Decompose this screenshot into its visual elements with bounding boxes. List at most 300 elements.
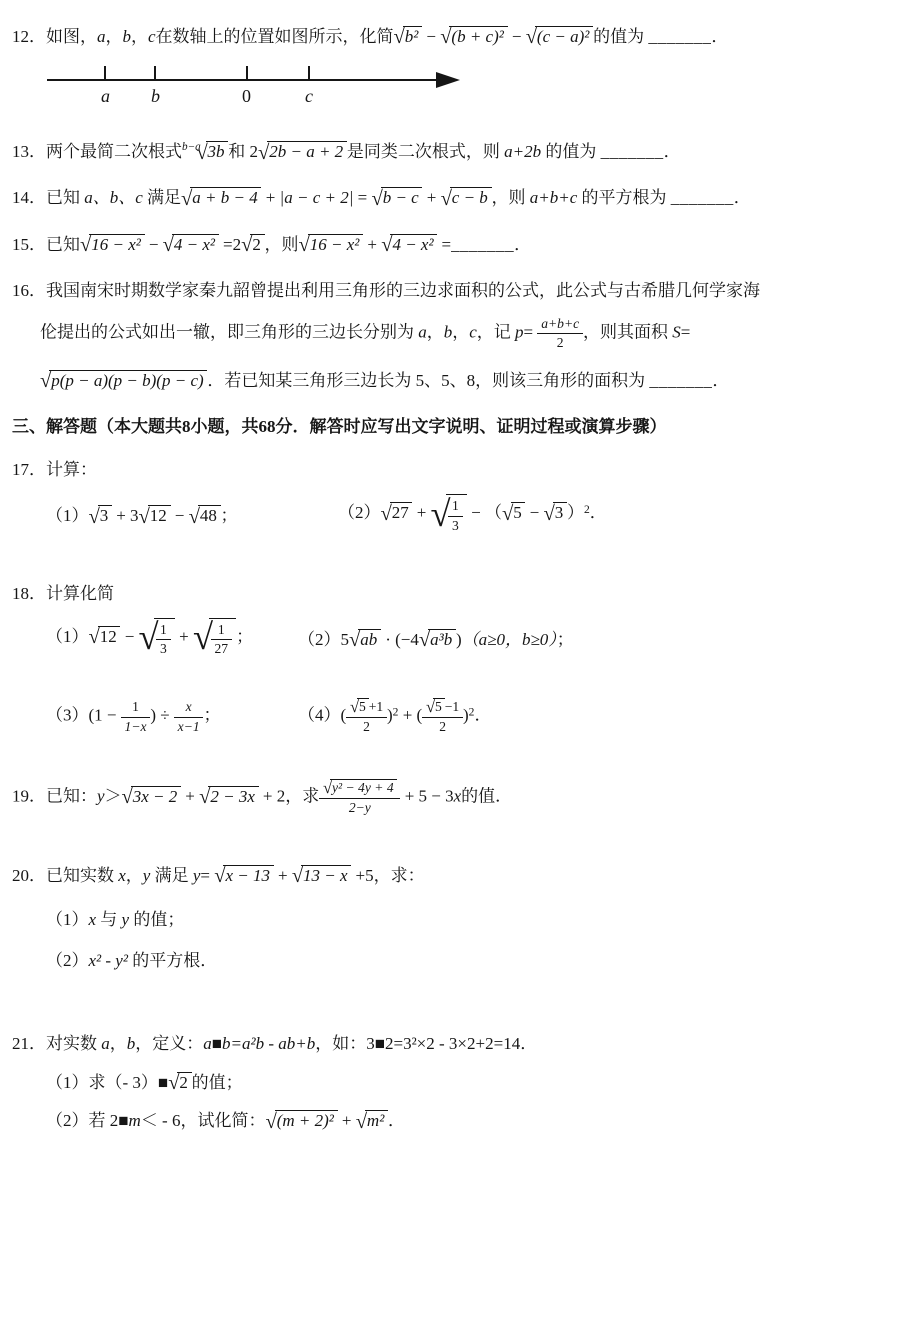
text: +1 [368,698,384,714]
q12-text: 12．如图， [12,27,97,46]
operator: + [273,865,292,885]
operator: − [422,27,441,46]
numerator: 1 [211,621,232,641]
answer-blank: _______ [600,142,664,162]
var-m: m [128,1111,141,1131]
radicand: 3 [98,505,112,526]
q13-text: 是同类二次根式，则 [346,142,505,162]
q16-text: ，则其面积 [582,322,673,342]
q17-item-1 [46,501,338,527]
radical [214,865,273,887]
radicand: b² [403,26,422,47]
radical-sign: √ [298,233,310,256]
radicand: 5 [433,698,444,715]
radical [189,505,221,527]
q16-line2 [40,315,871,352]
text: ＜ - 6，试化简： [140,1111,266,1131]
q20-statement [12,861,871,887]
radicand: 3b [206,141,229,162]
q19-text: + 2，求 [258,786,320,806]
var-a: a [101,1033,110,1053]
radicand: 12 [148,505,171,526]
question-17 [12,455,871,534]
fraction [422,698,463,735]
radicand [154,618,175,658]
radicand: (m + 2)² [275,1110,338,1131]
denominator: 2 [363,718,370,734]
fraction [537,315,583,352]
radical [122,786,181,808]
radical [526,26,593,48]
var-c: c [148,27,156,46]
radical [502,502,525,524]
operator: − [144,234,163,254]
q16-text: 伦提出的公式如出一辙，即三角形的三边长分别为 [40,322,419,342]
q16-text: ，记 [476,322,516,342]
radical-sign: √ [168,1072,180,1095]
radical [323,779,397,797]
definition: a■b=a²b - ab+b [203,1033,316,1053]
radical-sign: √ [241,233,253,256]
text: 的值； [191,1072,243,1092]
var-x: x [453,786,462,806]
axis-label-c: c [305,86,313,107]
operator: + [337,1111,356,1131]
radical-sign: √ [196,141,208,164]
radical [199,786,258,808]
question-15 [12,230,871,256]
q12-text: 在数轴上的位置如图所示，化简 [155,27,394,46]
radical-sign: √ [355,1110,368,1133]
radicand: 5 [511,502,525,523]
numerator: 1 [448,497,462,517]
operator: − [525,503,544,523]
radicand: m² [365,1110,388,1131]
item-label: （2） [46,950,89,970]
q18-item-3 [46,698,298,735]
q20-item-1 [46,905,871,930]
radical [299,234,364,256]
operator: + [261,188,280,208]
radical-sign: √ [418,629,431,652]
radical-sign: √ [181,187,193,210]
var-p: p [515,322,524,342]
number-line-figure [42,60,472,110]
denominator: x−1 [177,718,200,734]
paren: ( [340,705,347,725]
q18-item-2 [298,625,574,651]
text: −1 [444,698,460,714]
q15-text: 15．已知 [12,234,80,254]
q18-items-row1 [46,618,871,658]
radical-tall [193,618,236,658]
radicand: 27 [390,502,413,523]
radicand: p(p − a)(p − b)(p − c) [49,370,207,391]
operator: + ( [398,705,423,725]
radical [349,629,381,651]
radical [139,505,171,527]
radical [89,626,121,648]
radical [419,629,456,651]
q16-text: ．若已知某三角形三边长为 5、5、8，则该三角形的面积为 [207,371,650,391]
fraction [319,779,400,816]
radical-sign: √ [188,505,200,528]
q21-text: 21．对实数 [12,1033,102,1053]
radical-sign: √ [371,187,383,210]
var-y: y [192,865,201,885]
coefficient: 2 [249,142,259,162]
paren: ) [455,629,462,649]
paren: ) [463,705,469,725]
axis-arrow [436,72,460,88]
fraction [156,621,170,658]
period: ． [733,188,751,208]
expression: x² - y² [88,950,128,970]
denominator: 2 [556,335,564,351]
answer-blank: _______ [649,371,713,391]
q17-item-2 [338,494,607,534]
coefficient: 2 [232,234,242,254]
fraction [121,698,151,735]
operator: − [120,626,139,646]
item-label: （1） [46,909,89,929]
equals: = [523,322,538,342]
q21-text: ，定义： [135,1033,204,1053]
operator: + [422,188,441,208]
period: ． [589,503,607,523]
radical-sign: √ [349,697,360,717]
denominator: 3 [160,641,167,657]
radicand: 2 [177,1072,191,1093]
radical-sign: √ [214,865,226,888]
var-y: y [142,865,151,885]
q13-text: 和 [228,142,250,162]
radicand: 2b − a + 2 [267,141,347,162]
text: 的值； [129,909,185,929]
comma: ， [125,865,143,885]
comma: ， [426,322,444,342]
operator: = [218,234,233,254]
radical [40,370,207,392]
q21-statement [12,1029,871,1054]
q18-title [12,579,871,604]
radical-sign: √ [440,26,452,49]
item-label: （2）若 2■ [46,1111,129,1131]
radical-tall [139,618,175,658]
exponent: 2 [583,503,590,517]
period: ． [711,27,729,46]
radical-sign: √ [192,616,214,658]
question-19 [12,779,871,816]
radical-sign: √ [440,187,452,210]
radical [196,141,228,163]
root-index: b−a [182,141,201,154]
item-label: （2） [338,503,381,523]
axis-label-0: 0 [242,86,251,107]
radical-sign: √ [88,626,100,649]
radical-sign: √ [138,616,159,658]
radicand: 2 [250,234,264,255]
radicand [446,494,467,534]
question-13 [12,137,871,163]
q17-title-text: 17．计算： [12,460,97,480]
q16-text: 16．我国南宋时期数学家秦九韶曾提出利用三角形的三边求面积的公式，此公式与古希腊几何学家海 [12,280,760,300]
question-21 [12,1029,871,1132]
radical [440,26,507,48]
numerator: 1 [156,621,170,641]
radicand: (b + c)² [449,26,507,47]
period: ． [663,142,681,162]
q13-text: 的值为 [541,142,601,162]
var-b: b [443,322,453,342]
numerator [319,779,400,799]
absolute-value: |a − c + 2| [279,188,354,208]
radical [241,234,264,256]
q17-items [46,494,871,534]
radical-sign: √ [162,233,175,256]
radical-sign: √ [291,865,304,888]
radical-sign: √ [88,505,100,528]
radical [426,698,445,716]
q19-text: 的值． [461,786,513,806]
var-a: a [97,27,106,46]
radicand: 3 [553,502,567,523]
numerator: 1 [121,698,151,718]
operator: = [437,234,452,254]
radical-sign: √ [525,26,538,49]
var-y: y [97,786,105,806]
denominator: 2 [439,718,446,734]
radical [181,187,261,209]
operator: + 5 − 3 [400,786,454,806]
radical-sign: √ [425,697,436,717]
operator: = [353,188,372,208]
var-c: c [469,322,477,342]
q14-text: 的平方根为 [577,188,671,208]
var-b: b [126,1033,136,1053]
item-label: （3） [46,705,89,725]
radicand: b − c [381,187,423,208]
radical [80,234,145,256]
period: ． [388,1111,406,1131]
numerator [346,698,387,718]
radical-sign: √ [199,786,211,809]
radical-sign: √ [501,502,514,525]
semicolon: ； [203,705,221,725]
condition: （a≥0，b≥0） [461,629,557,649]
period: ． [514,234,532,254]
axis-label-a: a [101,86,110,107]
paren: ) [386,705,393,725]
section-header [12,412,871,437]
numerator: a+b+c [537,315,583,335]
answer-blank: _______ [670,188,734,208]
q12-text: 的值为 [593,27,649,46]
item-label: （1） [46,506,89,526]
exponent: 2 [392,705,399,719]
question-14 [12,183,871,209]
operator: − （ [466,503,502,523]
radicand: a³b [428,629,456,650]
radical [356,1110,388,1132]
radical-sign: √ [80,233,92,256]
var-y: y [121,909,130,929]
numerator: x [174,698,204,718]
var-b: b [122,27,131,46]
semicolon: ； [556,629,574,649]
radical-sign: √ [138,505,150,528]
q15-text: ，则 [264,234,299,254]
text: 与 [96,909,122,929]
radicand: ab [358,629,381,650]
comma: ， [131,27,148,46]
equals: = [680,322,691,342]
radical [265,1110,337,1132]
q21-text: ，如： [315,1033,367,1053]
radicand: 2 − 3x [208,786,258,807]
var-S: S [672,322,681,342]
semicolon: ； [220,506,238,526]
denominator: 1−x [124,718,147,734]
answer-blank: _______ [451,234,515,254]
radical [381,502,413,524]
q14-text: 满足 [142,188,182,208]
radical-tall [431,494,467,534]
operator: − [507,27,526,46]
variables: a、b、c [84,188,143,208]
radicand: 12 [98,626,121,647]
radicand: 3x − 2 [131,786,181,807]
radical [163,234,219,256]
expression: a+2b [504,142,542,162]
q13-text: 13．两个最简二次根式 [12,142,182,162]
q14-text: 14．已知 [12,188,85,208]
radical [258,141,347,163]
radicand: y² − 4y + 4 [330,779,396,796]
radical [89,505,112,527]
section-header-text: 三、解答题（本大题共8小题，共68分．解答时应写出文字说明、证明过程或演算步骤） [12,417,667,437]
numerator [422,698,463,718]
text: (1 − [88,705,121,725]
radicand: x − 13 [223,865,273,886]
radical-sign: √ [323,778,333,798]
q18-item-1 [46,618,298,658]
radicand: 4 − x² [390,234,437,255]
radicand: 5 [357,698,368,715]
radical [168,1072,191,1094]
period: ． [712,371,730,391]
comma: ， [452,322,470,342]
item-label: （2） [298,629,341,649]
q18-title-text: 18．计算化简 [12,583,114,603]
radical-sign: √ [380,502,392,525]
radical [381,234,437,256]
answer-blank: _______ [648,27,712,46]
operator: + [412,503,431,523]
operator: + 3 [111,506,139,526]
radicand [209,618,236,658]
example: 3■2=3²×2 - 3×2+2=14． [366,1033,538,1053]
radical [394,26,423,48]
exponent: 2 [468,705,475,719]
radical-sign: √ [349,629,361,652]
coefficient: 5 [340,629,349,649]
operator: + [181,786,200,806]
axis-label-b: b [151,86,160,107]
semicolon: ； [236,626,254,646]
fraction [211,621,232,658]
denominator: 27 [214,641,229,657]
radical [371,187,422,209]
radical-sign: √ [393,26,405,49]
q18-item-4 [298,698,491,735]
radicand: 48 [198,505,221,526]
q18-items-row2 [46,698,871,735]
operator: · (−4 [380,629,419,649]
radical-sign: √ [40,370,52,393]
radical-sign: √ [430,493,451,535]
radicand: (c − a)² [535,26,593,47]
q20-text: 20．已知实数 [12,865,119,885]
item-label: （1） [46,626,89,646]
operator: ) ÷ [150,705,174,725]
question-18 [12,579,871,736]
q19-text: 19．已知： [12,786,97,806]
radical [350,698,369,716]
fraction [448,497,462,534]
radicand: 13 − x [301,865,351,886]
denominator: 2−y [348,800,371,816]
denominator: 3 [452,517,459,533]
q21-item-1 [46,1068,871,1094]
var-a: a [418,322,427,342]
greater-than: ＞ [104,786,122,806]
radicand: c − b [450,187,492,208]
q16-line3 [40,366,871,392]
q20-item-2 [46,946,871,971]
radical [292,865,351,887]
q20-text: 满足 [150,865,193,885]
item-label: （1）求（- 3）■ [46,1072,169,1092]
question-12 [12,22,871,48]
expression: a+b+c [529,188,578,208]
fraction [346,698,387,735]
equals: = [200,865,215,885]
comma: ， [105,27,123,46]
question-20 [12,861,871,971]
item-label: （4） [298,705,341,725]
radical-sign: √ [543,502,555,525]
radicand: a + b − 4 [190,187,261,208]
radical-sign: √ [381,233,393,256]
var-x: x [118,865,126,885]
paren: ） [566,503,584,523]
var-x: x [88,909,97,929]
radical [544,502,567,524]
comma: ， [109,1033,127,1053]
radical-sign: √ [265,1110,277,1133]
radical-sign: √ [121,786,133,809]
operator: + [174,626,193,646]
radicand: 4 − x² [172,234,219,255]
operator: − [170,506,189,526]
text: 的平方根． [127,950,218,970]
fraction [174,698,204,735]
radical-sign: √ [258,141,270,164]
radical [441,187,492,209]
q16-line1 [12,276,871,301]
question-16 [12,276,871,393]
